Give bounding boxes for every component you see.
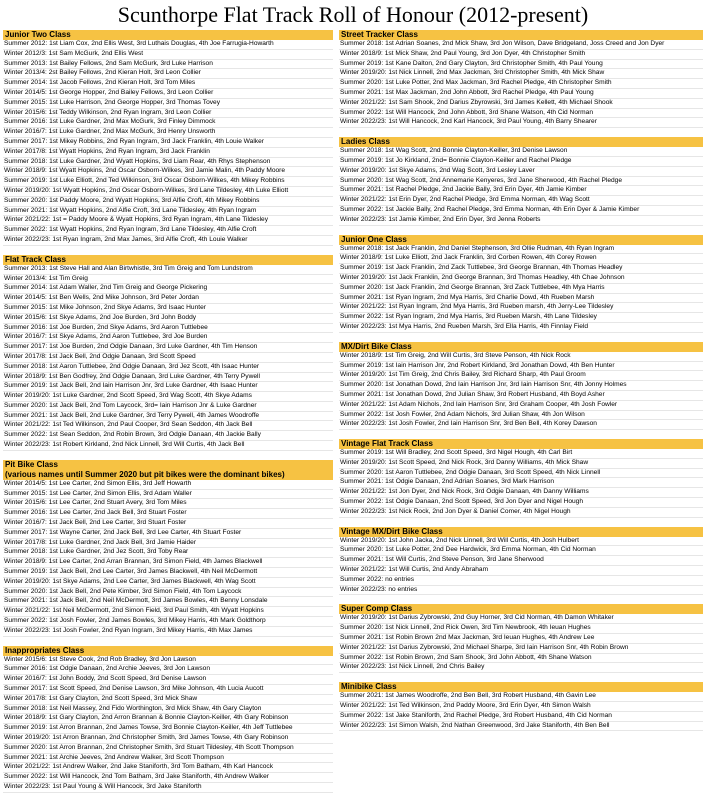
result-row: Winter 2021/22: 1st Ted Wilkinson, 2nd Paddy Moore, 3rd Erin Dyer, 4th Simon Walsh	[339, 702, 703, 712]
result-row: Summer 2017: 1st Scott Speed, 2nd Denise Lawson, 3rd Mike Johnson, 4th Lucia Aucott	[3, 685, 333, 695]
result-row: Summer 2019: 1st Jack Franklin, 2nd Zack Tuttlebee, 3rd George Brannan, 4th Thomas Headley	[339, 264, 703, 274]
result-row: Winter 2019/20: 1st Tim Greig, 2nd Chris Bailey, 3rd Richard Sharp, 4th Paul Groom	[339, 371, 703, 381]
result-row: Winter 2019/20: 1st Wyatt Hopkins, 2nd Oscar Osborn-Wilkes, 3rd Lane Tildesley, 4th Luke Elliott	[3, 187, 333, 197]
result-row: Winter 2018/9: 1st Luke Elliott, 2nd Jack Franklin, 3rd Corben Rowen, 4th Corey Rowen	[339, 254, 703, 264]
result-list	[339, 245, 703, 333]
section-title: MX/Dirt Bike Class	[341, 341, 412, 351]
section-pit-bike-class	[3, 460, 333, 637]
result-row: Summer 2017: 1st Wayne Carter, 2nd Jack Bell, 3rd Lee Carter, 4th Stuart Foster	[3, 529, 333, 539]
result-row: Summer 2022: 1st Josh Fowler, 2nd James Bowles, 3rd Mikey Harris, 4th Mark Goldthorp	[3, 617, 333, 627]
result-row: Summer 2015: 1st Lee Carter, 2nd Simon Ellis, 3rd Adam Waller	[3, 490, 333, 500]
section-title: Vintage Flat Track Class	[341, 439, 433, 449]
result-row: Summer 2016: 1st Odgie Danaan, 2nd Archie Jeeves, 3rd Jon Lawson	[3, 665, 333, 675]
section-gap	[3, 637, 333, 646]
result-row: Winter 2012/3: 1st Sam McGurk, 2nd Ellis West	[3, 50, 333, 60]
section-flat-track-class	[3, 255, 333, 451]
result-row: Summer 2020: 1st Arron Brannan, 2nd Christopher Smith, 3rd Stuart Tildesley, 4th Scott Thompson	[3, 744, 333, 754]
result-list	[3, 480, 333, 637]
result-row: Summer 2015: 1st Luke Harrison, 2nd George Hopper, 3rd Thomas Tovey	[3, 99, 333, 109]
section-vintage-mx-dirt-bike-class	[339, 527, 703, 596]
result-row: Winter 2018/9: 1st Ben Godfrey, 2nd Odgie Danaan, 3rd Luke Gardner, 4th Terry Pywell	[3, 373, 333, 383]
section-header	[339, 439, 703, 449]
section-header	[339, 235, 703, 245]
section-junior-one-class	[339, 235, 703, 333]
result-row: Summer 2022: 1st Ryan Ingram, 2nd Mya Harris, 3rd Rueben Marsh, 4th Lane Tildesley	[339, 313, 703, 323]
result-row: Winter 2022/23: 1st Josh Fowler, 2nd Iain Harrison Snr, 3rd Ben Bell, 4th Korey Dawson	[339, 420, 703, 430]
result-list	[339, 537, 703, 596]
result-row: Winter 2016/7: 1st Luke Gardner, 2nd Max McGurk, 3rd Henry Unsworth	[3, 128, 333, 138]
section-title: Ladies Class	[341, 137, 390, 147]
result-row: Winter 2022/23: 1st Nick Linnell, 2nd Chris Bailey	[339, 663, 703, 673]
section-title: Inappropriates Class	[5, 645, 85, 655]
result-row: Winter 2021/22: 1st Adam Nichols, 2nd Iain Harrison Snr, 3rd Graham Cooper, 4th Josh Fowler	[339, 401, 703, 411]
section-gap	[339, 430, 703, 439]
result-row: Winter 2022/23: 1st Ryan Ingram, 2nd Max James, 3rd Alfie Croft, 4th Louie Walker	[3, 236, 333, 246]
result-row: Summer 2018: 1st Luke Gardner, 2nd Jez Scott, 3rd Toby Rear	[3, 548, 333, 558]
section-header	[339, 604, 703, 614]
result-row: Winter 2021/22: 1st Darius Zybrowski, 2nd Michael Sharpe, 3rd Iain Harrison Snr, 4th Robin Brown	[339, 644, 703, 654]
section-gap	[339, 595, 703, 604]
result-row: Winter 2019/20: 1st Nick Linnell, 2nd Max Jackman, 3rd Christopher Smith, 4th Mick Shaw	[339, 69, 703, 79]
result-row: Winter 2021/22: 1st Jon Dyer, 2nd Nick Rock, 3rd Odgie Danaan, 4th Danny Williams	[339, 488, 703, 498]
section-ladies-class	[339, 137, 703, 225]
result-row: Winter 2021/22: 1st Sam Shook, 2nd Darius Zbyrowski, 3rd James Kellett, 4th Michael Shook	[339, 99, 703, 109]
result-row: Winter 2022/23: no entries	[339, 586, 703, 596]
result-row: Summer 2020: 1st Aaron Tuttlebee, 2nd Odgie Danaan, 3rd Scott Speed, 4th Nick Linnell	[339, 469, 703, 479]
result-row: Summer 2014: 1st Adam Waller, 2nd Tim Greig and George Pickering	[3, 284, 333, 294]
section-mx-dirt-bike-class	[339, 342, 703, 430]
result-list	[339, 449, 703, 518]
section-header	[339, 137, 703, 147]
section-gap	[339, 226, 703, 235]
result-row: Winter 2016/7: 1st John Boddy, 2nd Scott Speed, 3rd Denise Lawson	[3, 675, 333, 685]
result-row: Summer 2020: 1st Jack Bell, 2nd Tom Laycock, 3rd= Iain Harrison Jnr & Luke Gardner	[3, 402, 333, 412]
result-row: Winter 2018/9: 1st Lee Carter, 2nd Arran Brannan, 3rd Simon Field, 4th James Blackwell	[3, 558, 333, 568]
result-row: Summer 2021: 1st Ryan Ingram, 2nd Mya Harris, 3rd Charlie Dowd, 4th Rueben Marsh	[339, 294, 703, 304]
result-row: Summer 2019: 1st Kane Dalton, 2nd Gary Clayton, 3rd Christopher Smith, 4th Paul Young	[339, 60, 703, 70]
result-row: Winter 2022/23: 1st Jamie Kimber, 2nd Erin Dyer, 3rd Jenna Roberts	[339, 216, 703, 226]
result-row: Summer 2019: 1st Iain Harrison Jnr, 2nd Robert Kirkland, 3rd Jonathan Dowd, 4th Ben Hunter	[339, 362, 703, 372]
result-row: Summer 2013: 1st Steve Hall and Alan Birtwhistle, 3rd Tim Greig and Tom Lundstrom	[3, 265, 333, 275]
result-row: Summer 2013: 1st Bailey Fellows, 2nd Sam McGurk, 3rd Luke Harrison	[3, 60, 333, 70]
result-row: Summer 2018: 1st Aaron Tuttlebee, 2nd Odgie Danaan, 3rd Jez Scott, 4th Isaac Hunter	[3, 363, 333, 373]
result-row: Winter 2015/6: 1st Steve Cook, 2nd Rob Bradley, 3rd Jon Lawson	[3, 656, 333, 666]
result-row: Summer 2019: 1st Jack Bell, 2nd Lee Carter, 3rd James Blackwell, 4th Neil McDermott	[3, 568, 333, 578]
result-list	[3, 656, 333, 793]
result-row: Winter 2021/22: 1st Erin Dyer, 2nd Rachel Pledge, 3rd Emma Norman, 4th Wag Scott	[339, 196, 703, 206]
result-row: Winter 2021/22: 1st Ryan Ingram, 2nd Mya Harris, 3rd Rueben marsh, 4th Jerry-Lee Tildesley	[339, 303, 703, 313]
result-row: Winter 2014/5: 1st George Hopper, 2nd Bailey Fellows, 3rd Leon Collier	[3, 89, 333, 99]
section-header	[339, 30, 703, 40]
section-header	[3, 30, 333, 40]
result-row: Summer 2020: 1st Jack Bell, 2nd Pete Kimber, 3rd Simon Field, 4th Tom Laycock	[3, 588, 333, 598]
result-row: Summer 2022: 1st Jackie Bally, 2nd Rachel Pledge, 3rd Emma Norman, 4th Erin Dyer & Jamie Kimber	[339, 206, 703, 216]
result-row: Summer 2012: 1st Liam Cox, 2nd Ellis West, 3rd Luthais Douglas, 4th Joe Farrugia-Howarth	[3, 40, 333, 50]
result-row: Summer 2022: 1st Will Hancock, 2nd John Abbott, 3rd Shane Watson, 4th Cid Norman	[339, 109, 703, 119]
result-row: Summer 2016: 1st Lee Carter, 2nd Jack Bell, 3rd Stuart Foster	[3, 509, 333, 519]
result-row: Winter 2021/22: 1st Ted Wilkinson, 2nd Paul Cooper, 3rd Sean Seddon, 4th Jack Bell	[3, 421, 333, 431]
result-row: Winter 2014/5: 1st Ben Wells, 2nd Mike Johnson, 3rd Peter Jordan	[3, 294, 333, 304]
result-row: Winter 2021/22: 1st Will Curtis, 2nd Andy Abraham	[339, 566, 703, 576]
section-header	[3, 646, 333, 656]
section-title: Street Tracker Class	[341, 30, 418, 39]
result-row: Summer 2020: 1st Nick Linnell, 2nd Rick Owen, 3rd Tim Newbrook, 4th Ieuan Hughes	[339, 624, 703, 634]
result-row: Summer 2022: 1st Jake Staniforth, 2nd Rachel Pledge, 3rd Robert Husband, 4th Cid Norman	[339, 712, 703, 722]
result-row: Summer 2022: 1st Will Hancock, 2nd Tom Batham, 3rd Jake Staniforth, 4th Andrew Walker	[3, 773, 333, 783]
result-list	[339, 352, 703, 430]
section-header	[339, 682, 703, 692]
result-row: Winter 2021/22: 1st Andrew Walker, 2nd Jake Staniforth, 3rd Tom Batham, 4th Karl Hancock	[3, 763, 333, 773]
result-row: Summer 2019: 1st Luke Elliott, 2nd Ted Wilkinson, 3rd Oscar Osborn-Wilkes, 4th Mikey Robbins	[3, 177, 333, 187]
result-row: Winter 2019/20: 1st Skye Adams, 2nd Lee Carter, 3rd James Blackwell, 4th Wag Scott	[3, 578, 333, 588]
section-gap	[339, 128, 703, 137]
result-row: Winter 2015/6: 1st Lee Carter, 2nd Stuart Avery, 3rd Tom Miles	[3, 499, 333, 509]
result-row: Winter 2021/22: 1st Neil McDermott, 2nd Simon Field, 3rd Paul Smith, 4th Wyatt Hopkins	[3, 607, 333, 617]
result-row: Winter 2017/8: 1st Luke Gardner, 2nd Jack Bell, 3rd Jamie Haider	[3, 539, 333, 549]
result-row: Winter 2022/23: 1st Nick Rock, 2nd Jon Dyer & Daniel Comer, 4th Nigel Hough	[339, 508, 703, 518]
result-row: Summer 2021: 1st Odgie Danaan, 2nd Adrian Soanes, 3rd Mark Harrison	[339, 478, 703, 488]
result-row: Summer 2019: 1st Jack Bell, 2nd Iain Harrison Jnr, 3rd Luke Gardner, 4th Isaac Hunter	[3, 382, 333, 392]
result-row: Summer 2020: 1st Paddy Moore, 2nd Wyatt Hopkins, 3rd Alfie Croft, 4th Mikey Robbins	[3, 197, 333, 207]
result-row: Winter 2019/20: 1st Luke Gardner, 2nd Scott Speed, 3rd Wag Scott, 4th Skye Adams	[3, 392, 333, 402]
result-row: Winter 2022/23: 1st Robert Kirkland, 2nd Nick Linnell, 3rd Will Curtis, 4th Jack Bell	[3, 441, 333, 451]
result-row: Winter 2022/23: 1st Mya Harris, 2nd Rueben Marsh, 3rd Ella Harris, 4th Finnlay Field	[339, 323, 703, 333]
result-list	[339, 692, 703, 731]
result-row: Winter 2019/20: 1st Skye Adams, 2nd Wag Scott, 3rd Lesley Laver	[339, 167, 703, 177]
result-list	[339, 614, 703, 673]
result-row: Summer 2022: 1st Wyatt Hopkins, 2nd Ryan Ingram, 3rd Lane Tildesley, 4th Alfie Croft	[3, 226, 333, 236]
section-header	[3, 460, 333, 480]
result-list	[339, 147, 703, 225]
result-row: Summer 2019: 1st Arron Brannan, 2nd James Towse, 3rd Bonnie Clayton-Keiller, 4th Jeff Tuttlebee	[3, 724, 333, 734]
result-row: Winter 2014/5: 1st Lee Carter, 2nd Simon Ellis, 3rd Jeff Howarth	[3, 480, 333, 490]
result-row: Winter 2018/9: 1st Gary Clayton, 2nd Arron Brannan & Bonnie Clayton-Keiller, 4th Gary Robinson	[3, 714, 333, 724]
result-row: Winter 2022/23: 1st Paul Young & Will Hancock, 3rd Jake Staniforth	[3, 783, 333, 793]
page-title: Scunthorpe Flat Track Roll of Honour (2012-present)	[117, 2, 589, 27]
result-row: Summer 2021: 1st Wyatt Hopkins, 2nd Alfie Croft, 3rd Lane Tildesley, 4th Ryan Ingram	[3, 207, 333, 217]
section-gap	[339, 518, 703, 527]
section-title: Super Comp Class	[341, 604, 413, 614]
section-subtitle: (various names until Summer 2020 but pit bikes were the dominant bikes)	[5, 469, 285, 479]
result-row: Summer 2019: 1st Jo Kirkland, 2nd= Bonnie Clayton-Keiller and Rachel Pledge	[339, 157, 703, 167]
result-row: Summer 2021: 1st Archie Jeeves, 2nd Andrew Walker, 3rd Scott Thompson	[3, 754, 333, 764]
section-minibike-class	[339, 682, 703, 731]
section-title: Flat Track Class	[5, 254, 66, 264]
result-row: Summer 2018: 1st Luke Gardner, 2nd Wyatt Hopkins, 3rd Liam Rear, 4th Rhys Stephenson	[3, 158, 333, 168]
result-row: Summer 2022: 1st Josh Fowler, 2nd Adam Nichols, 3rd Julian Shaw, 4th Jon Wilson	[339, 411, 703, 421]
result-row: Summer 2015: 1st Mike Johnson, 2nd Skye Adams, 3rd Isaac Hunter	[3, 304, 333, 314]
section-header	[3, 255, 333, 265]
result-row: Winter 2019/20: 1st Arron Brannan, 2nd Christopher Smith, 3rd James Towse, 4th Gary Robinson	[3, 734, 333, 744]
section-gap	[3, 451, 333, 460]
result-row: Summer 2018: 1st Adrian Soanes, 2nd Mick Shaw, 3rd Jon Wilson, Dave Bridgeland, Joss Creed and Jon Dyer	[339, 40, 703, 50]
result-row: Winter 2015/6: 1st Skye Adams, 2nd Joe Burden, 3rd John Boddy	[3, 314, 333, 324]
result-row: Summer 2017: 1st Joe Burden, 2nd Odgie Danaan, 3rd Luke Gardner, 4th Tim Henson	[3, 343, 333, 353]
section-inappropriates-class	[3, 646, 333, 793]
right-column	[339, 30, 703, 731]
result-row: Summer 2022: no entries	[339, 576, 703, 586]
result-row: Summer 2018: 1st Neil Massey, 2nd Fido Worthington, 3rd Mick Shaw, 4th Gary Clayton	[3, 705, 333, 715]
section-gap	[339, 673, 703, 682]
result-row: Winter 2018/9: 1st Wyatt Hopkins, 2nd Oscar Osborn-Wilkes, 3rd Jamie Malin, 4th Paddy Moore	[3, 167, 333, 177]
result-row: Summer 2021: 1st Max Jackman, 2nd John Abbott, 3rd Rachel Pledge, 4th Paul Young	[339, 89, 703, 99]
section-junior-two-class	[3, 30, 333, 246]
result-row: Winter 2022/23: 1st Josh Fowler, 2nd Ryan Ingram, 3rd Mikey Harris, 4th Max James	[3, 627, 333, 637]
result-row: Summer 2020: 1st Wag Scott, 2nd Annemarie Kenyeres, 3rd Jane Sherwood, 4th Rachel Pledge	[339, 177, 703, 187]
section-title: Junior Two Class	[5, 30, 71, 39]
result-row: Summer 2016: 1st Joe Burden, 2nd Skye Adams, 3rd Aaron Tuttlebee	[3, 324, 333, 334]
result-row: Summer 2021: 1st Jonathan Dowd, 2nd Julian Shaw, 3rd Robert Husband, 4th Boyd Asher	[339, 391, 703, 401]
result-list	[3, 265, 333, 451]
result-row: Winter 2016/7: 1st Jack Bell, 2nd Lee Carter, 3rd Stuart Foster	[3, 519, 333, 529]
result-row: Summer 2016: 1st Luke Gardner, 2nd Max McGurk, 3rd Finley Dimmock	[3, 118, 333, 128]
result-row: Winter 2013/4: 2st Bailey Fellows, 2nd Kieran Holt, 3rd Leon Collier	[3, 69, 333, 79]
result-row: Summer 2022: 1st Sean Seddon, 2nd Robin Brown, 3rd Odgie Danaan, 4th Jackie Bally	[3, 431, 333, 441]
result-list	[3, 40, 333, 246]
section-header	[339, 342, 703, 352]
section-title: Minibike Class	[341, 682, 397, 692]
result-row: Summer 2020: 1st Jack Franklin, 2nd George Brannan, 3rd Zack Tuttlebee, 4th Mya Harris	[339, 284, 703, 294]
result-row: Winter 2019/20: 1st John Jacka, 2nd Nick Linnell, 3rd Will Curtis, 4th Josh Hulbert	[339, 537, 703, 547]
result-row: Summer 2019: 1st Will Bradley, 2nd Scott Speed, 3rd Nigel Hough, 4th Carl Birt	[339, 449, 703, 459]
result-row: Summer 2020: 1st Luke Potter, 2nd Max Jackman, 3rd Rachel Pledge, 4th Christopher Smith	[339, 79, 703, 89]
result-row: Summer 2021: 1st Jack Bell, 2nd Luke Gardner, 3rd Terry Pywell, 4th James Woodroffe	[3, 412, 333, 422]
section-header	[339, 527, 703, 537]
result-row: Summer 2018: 1st Wag Scott, 2nd Bonnie Clayton-Keiller, 3rd Denise Lawson	[339, 147, 703, 157]
result-row: Winter 2018/9: 1st Mick Shaw, 2nd Paul Young, 3rd Jon Dyer, 4th Christopher Smith	[339, 50, 703, 60]
result-row: Winter 2015/6: 1st Teddy Wilkinson, 2nd Ryan Ingram, 3rd Leon Collier	[3, 109, 333, 119]
result-row: Winter 2017/8: 1st Gary Clayton, 2nd Scott Speed, 3rd Mick Shaw	[3, 695, 333, 705]
section-title: Vintage MX/Dirt Bike Class	[341, 526, 443, 536]
result-row: Summer 2022: 1st Odgie Danaan, 2nd Scott Speed, 3rd Jon Dyer and Nigel Hough	[339, 498, 703, 508]
result-row: Summer 2022: 1st Robin Brown, 2nd Sam Shook, 3rd John Abbott, 4th Shane Watson	[339, 654, 703, 664]
result-row: Winter 2017/8: 1st Jack Bell, 2nd Odgie Danaan, 3rd Scott Speed	[3, 353, 333, 363]
result-row: Summer 2020: 1st Luke Potter, 2nd Dee Hardwick, 3rd Emma Norman, 4th Cid Norman	[339, 546, 703, 556]
result-row: Winter 2022/23: 1st Will Hancock, 2nd Karl Hancock, 3rd Paul Young, 4th Barry Shearer	[339, 118, 703, 128]
result-row: Winter 2021/22: 1st = Paddy Moore & Wyatt Hopkins, 3rd Ryan Ingram, 4th Lane Tildesley	[3, 216, 333, 226]
section-street-tracker-class	[339, 30, 703, 128]
result-row: Winter 2022/23: 1st Simon Walsh, 2nd Nathan Greenwood, 3rd Jake Staniforth, 4th Ben Bell	[339, 722, 703, 732]
section-title: Pit Bike Class	[5, 459, 58, 469]
result-row: Winter 2018/9: 1st Tim Greig, 2nd Will Curtis, 3rd Steve Penson, 4th Nick Rock	[339, 352, 703, 362]
section-gap	[339, 333, 703, 342]
section-vintage-flat-track-class	[339, 439, 703, 518]
left-column	[3, 30, 333, 793]
result-row: Summer 2021: 1st Will Curtis, 2nd Steve Penson, 3rd Jane Sherwood	[339, 556, 703, 566]
result-list	[339, 40, 703, 128]
result-row: Winter 2013/4: 1st Tim Greig	[3, 275, 333, 285]
result-row: Summer 2021: 1st Jack Bell, 2nd Neil McDermott, 3rd James Bowles, 4th Benny Lonsdale	[3, 597, 333, 607]
section-gap	[3, 246, 333, 255]
result-row: Summer 2017: 1st Mikey Robbins, 2nd Ryan Ingram, 3rd Jack Franklin, 4th Louie Walker	[3, 138, 333, 148]
result-row: Winter 2019/20: 1st Darius Zybrowski, 2nd Guy Horner, 3rd Cid Norman, 4th Damon Whitaker	[339, 614, 703, 624]
result-row: Winter 2019/20: 1st Jack Franklin, 2nd George Brannan, 3rd Thomas Headley, 4th Chae Johnson	[339, 274, 703, 284]
result-row: Winter 2017/8: 1st Wyatt Hopkins, 2nd Ryan Ingram, 3rd Jack Franklin	[3, 148, 333, 158]
result-row: Summer 2020: 1st Jonathan Dowd, 2nd Iain Harrison Jnr, 3rd Iain Harrison Snr, 4th Jonny Holmes	[339, 381, 703, 391]
result-row: Winter 2019/20: 1st Scott Speed, 2nd Nick Rock, 3rd Danny Williams, 4th Mick Shaw	[339, 459, 703, 469]
result-row: Winter 2016/7: 1st Skye Adams, 2nd Aaron Tuttlebee, 3rd Joe Burden	[3, 333, 333, 343]
result-row: Summer 2021: 1st James Woodroffe, 2nd Ben Bell, 3rd Robert Husband, 4th Gavin Lee	[339, 692, 703, 702]
result-row: Summer 2018: 1st Jack Franklin, 2nd Daniel Stephenson, 3rd Ollie Rudman, 4th Ryan Ingram	[339, 245, 703, 255]
result-row: Summer 2021: 1st Rachel Pledge, 2nd Jackie Bally, 3rd Erin Dyer, 4th Jamie Kimber	[339, 186, 703, 196]
result-row: Summer 2021: 1st Robin Brown 2nd Max Jackman, 3rd Ieuan Hughes, 4th Andrew Lee	[339, 634, 703, 644]
result-row: Summer 2014: 1st Jacob Fellows, 2nd Kieran Holt, 3rd Tom Miles	[3, 79, 333, 89]
section-super-comp-class	[339, 604, 703, 673]
section-title: Junior One Class	[341, 234, 407, 244]
